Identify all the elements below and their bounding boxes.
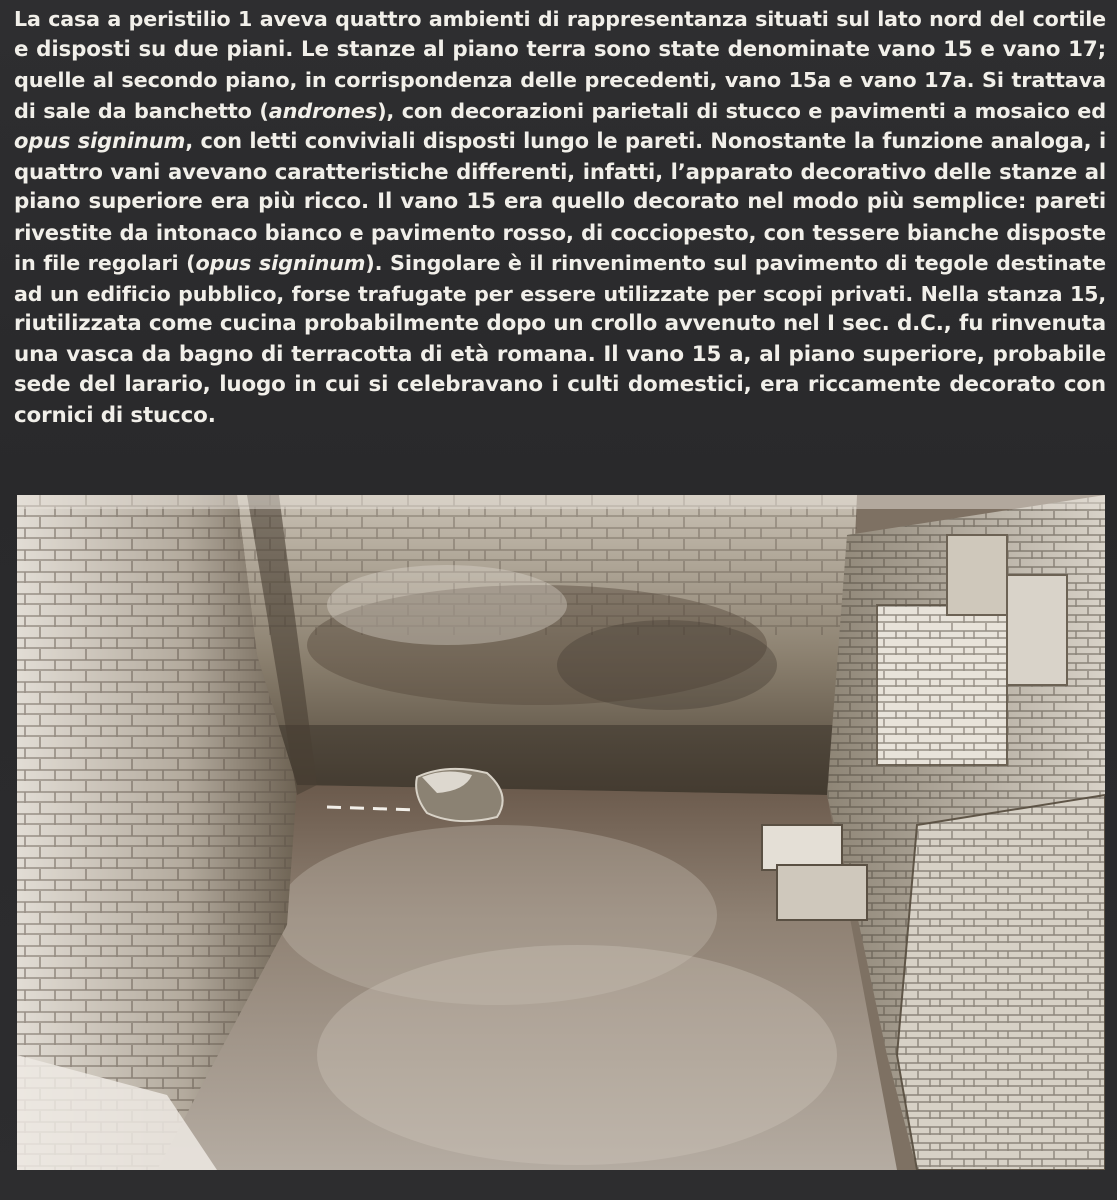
caption-text-run: cornici di stucco. — [14, 402, 216, 428]
caption-text-run: ). Singolare è il rinvenimento sul pavimento di tegole destinate — [365, 251, 1106, 275]
caption-line — [14, 35, 1106, 66]
caption-text-run: ad un edificio pubblico, forse trafugate per essere utilizzate per scopi privati. Nella stanza 15, — [14, 281, 1106, 306]
caption-text-run: piano superiore era più ricco. Il vano 15 era quello decorato nel modo più semplice: pareti — [14, 189, 1106, 214]
caption-line — [14, 187, 1106, 218]
caption-line — [14, 218, 1106, 249]
caption-line — [14, 157, 1106, 188]
stone-step — [762, 825, 842, 870]
caption-text-run: una vasca da bagno di terracotta di età romana. Il vano 15 a, al piano superiore, probabile — [14, 341, 1106, 367]
excavation-photo-drawing — [17, 495, 1105, 1170]
caption-text-run: in file regolari ( — [14, 251, 196, 275]
caption-text-run: quelle al secondo piano, in corrispondenza delle precedenti, vano 15a e vano 17a. Si trattava — [14, 68, 1106, 92]
caption-line — [14, 309, 1106, 340]
caption-line — [14, 65, 1106, 96]
caption-text-run: rivestite da intonaco bianco e pavimento rosso, di cocciopesto, con tessere bianche disposte — [14, 220, 1106, 245]
caption-text-run: ), con decorazioni parietali di stucco e pavimenti a mosaico ed — [377, 98, 1106, 123]
caption-italic-term: andrones — [268, 98, 378, 123]
caption-text-run: quattro vani avevano caratteristiche differenti, infatti, l’apparato decorativo delle stanze al — [14, 158, 1106, 184]
caption-text-run: , con letti conviviali disposti lungo le pareti. Nonostante la funzione analoga, i — [185, 129, 1106, 153]
caption-italic-term: opus signinum — [195, 251, 366, 275]
caption-text-run: La casa a peristilio 1 aveva quattro ambienti di rappresentanza situati sul lato nord del cortile — [14, 7, 1106, 31]
excavation-photo — [17, 495, 1105, 1170]
caption-line — [14, 401, 1106, 432]
caption-text-run: di sale da banchetto ( — [14, 98, 269, 123]
caption-line — [14, 370, 1106, 401]
caption-text-run: riutilizzata come cucina probabilmente dopo un crollo avvenuto nel I sec. d.C., fu rinvenuta — [14, 311, 1106, 336]
caption-text-run: sede del larario, luogo in cui si celebravano i culti domestici, era riccamente decorato con — [14, 372, 1106, 397]
caption-line — [14, 96, 1106, 127]
caption-line — [14, 279, 1106, 310]
caption-line — [14, 4, 1106, 35]
caption-text-run: e disposti su due piani. Le stanze al piano terra sono state denominate vano 15 e vano 17; — [14, 36, 1106, 62]
caption-italic-term: opus signinum — [14, 129, 186, 153]
caption-text — [14, 4, 1106, 431]
caption-line — [14, 126, 1106, 157]
caption-line — [14, 248, 1106, 279]
caption-line — [14, 340, 1106, 371]
